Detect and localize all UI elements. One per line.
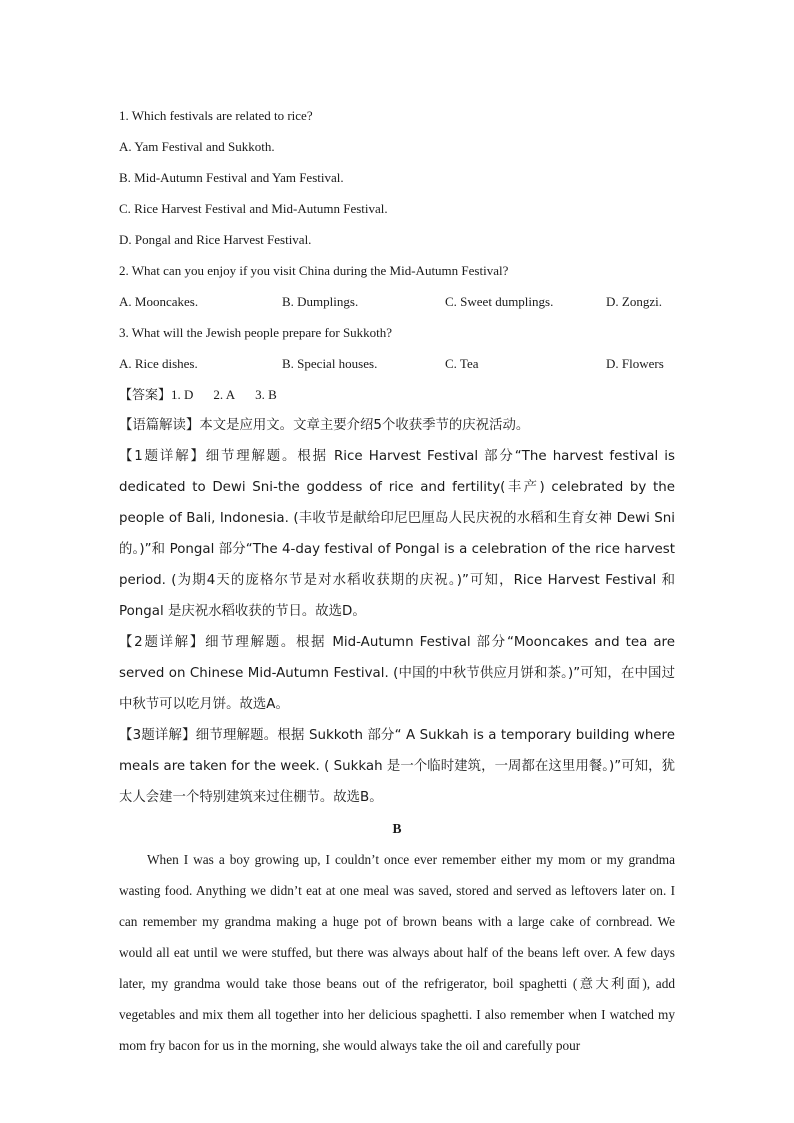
question-2: 2. What can you enjoy if you visit China during the Mid-Autumn Festival? (119, 263, 509, 278)
explanation-1: 【1题详解】细节理解题。根据 Rice Harvest Festival 部分“The harvest festival is dedicated to Dewi Sni-the goddess of rice and fertility(丰产) celebrated by the people of Bali, Indonesia. (丰收节是献给印尼巴厘岛人民庆祝的水稻和生育女神 Dewi Sni 的。)”和 Pongal 部分“The 4-day festival of Pongal is a celebration of the rice harvest period. (为期4天的庞格尔节是对水稻收获期的庆祝。)”可知，Rice Harvest Festival 和 Pongal 是庆祝水稻收获的节日。故选D。 (119, 449, 675, 619)
answer-3: 3. B (255, 387, 277, 402)
answer-2: 2. A (213, 387, 236, 402)
q3-options (119, 348, 675, 379)
q2-option-a: A. Mooncakes. (119, 294, 199, 309)
q2-option-b: B. Dumplings. (282, 294, 359, 309)
document-page (119, 100, 675, 1061)
q2-options (119, 286, 675, 317)
question-3: 3. What will the Jewish people prepare for Sukkoth? (119, 325, 393, 340)
q2-option-d: D. Zongzi. (606, 294, 662, 309)
story-paragraph: When I was a boy growing up, I couldn’t once ever remember either my mom or my grandma wasting food. Anything we didn’t eat at one meal was saved, stored and served as leftovers later on. I can remember my grandma making a huge pot of brown beans with a large cake of cornbread. We would all eat until we were stuffed, but there was always about half of the beans left over. A few days later, my grandma would take those beans out of the refrigerator, boil spaghetti (意大利面), add vegetables and mix them all together into her delicious spaghetti. I also remember when I watched my mom fry bacon for us in the morning, she would always take the oil and carefully pour (119, 852, 675, 1053)
q3-option-d: D. Flowers (606, 356, 664, 371)
passage-overview: 【语篇解读】本文是应用文。文章主要介绍5个收获季节的庆祝活动。 (119, 418, 530, 433)
answer-label: 【答案】 (119, 388, 172, 403)
q1-option-b: B. Mid-Autumn Festival and Yam Festival. (119, 170, 344, 185)
explanation-3: 【3题详解】细节理解题。根据 Sukkoth 部分“ A Sukkah is a temporary building where meals are taken for the week. ( Sukkah 是一个临时建筑，一周都在这里用餐。)”可知，犹太人会建一个特别建筑来过住棚节。故选B。 (119, 728, 675, 805)
answer-key (119, 379, 675, 410)
explanation-2: 【2题详解】细节理解题。根据 Mid-Autumn Festival 部分“Mooncakes and tea are served on Chinese Mid-Autumn Festival. (中国的中秋节供应月饼和茶。)”可知，在中国过中秋节可以吃月饼。故选A。 (119, 635, 675, 712)
answer-1: 1. D (171, 387, 194, 402)
section-heading: B (392, 821, 402, 836)
q1-option-c: C. Rice Harvest Festival and Mid-Autumn Festival. (119, 201, 388, 216)
q3-option-c: C. Tea (445, 356, 479, 371)
q1-option-a: A. Yam Festival and Sukkoth. (119, 139, 275, 154)
q3-option-b: B. Special houses. (282, 356, 378, 371)
q3-option-a: A. Rice dishes. (119, 356, 198, 371)
question-1: 1. Which festivals are related to rice? (119, 108, 313, 123)
q1-option-d: D. Pongal and Rice Harvest Festival. (119, 232, 312, 247)
q2-option-c: C. Sweet dumplings. (445, 294, 554, 309)
